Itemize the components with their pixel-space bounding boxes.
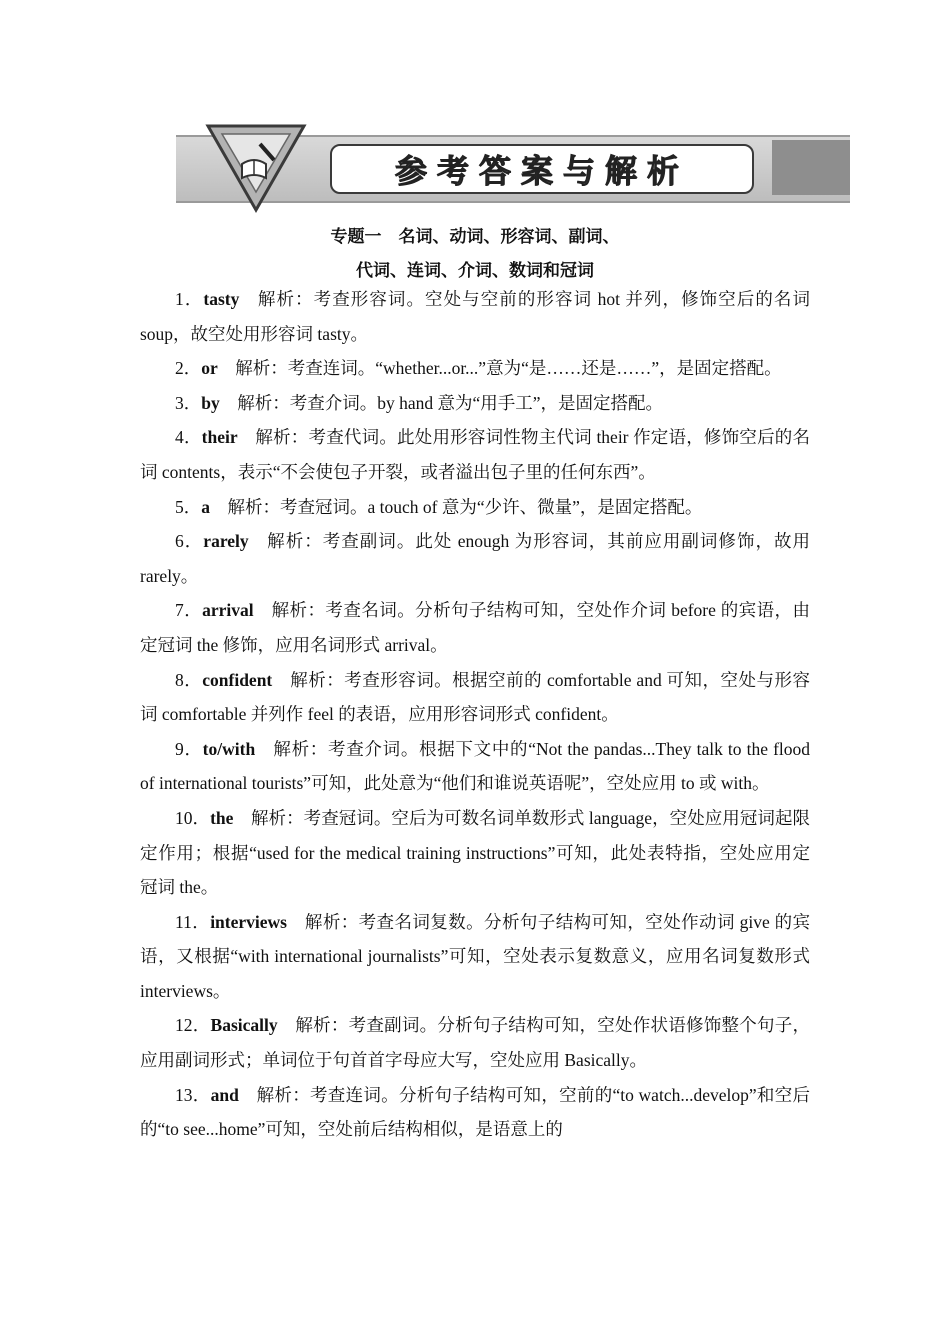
- item-explanation: 解析：考查名词复数。分析句子结构可知，空处作动词 give 的宾语，又根据“with international journalists”可知，空处表示复数意义，应用名词复数形式 interviews。: [140, 911, 810, 1001]
- item-answer: to/with: [202, 738, 256, 759]
- item-number: 11．: [175, 911, 211, 932]
- item-explanation: 解析：考查形容词。空处与空前的形容词 hot 并列，修饰空后的名词 soup，故空处用形容词 tasty。: [140, 289, 810, 344]
- section-heading-line2: 代词、连词、介词、数词和冠词: [356, 261, 594, 281]
- banner-title: 参考答案与解析: [394, 152, 689, 190]
- item-answer: a: [201, 496, 210, 517]
- item-number: 1．: [175, 289, 204, 309]
- answer-item: [140, 1008, 810, 1077]
- answer-item: [140, 282, 810, 351]
- answer-item: [140, 905, 810, 1009]
- section-banner: [176, 120, 850, 215]
- item-number: 13．: [175, 1084, 211, 1105]
- item-number: 3．: [175, 392, 202, 413]
- item-explanation: 解析：考查副词。分析句子结构可知，空处作状语修饰整个句子，应用副词形式；单词位于句首首字母应大写，空处应用 Basically。: [140, 1015, 811, 1071]
- banner-title-box: [330, 144, 754, 194]
- item-number: 5．: [175, 496, 202, 517]
- item-answer: by: [201, 392, 220, 413]
- answer-item: [140, 593, 810, 662]
- answer-item: [140, 663, 810, 732]
- item-number: 10．: [175, 807, 211, 828]
- item-number: 6．: [175, 531, 204, 552]
- answer-item: [140, 386, 810, 421]
- item-explanation: 解析：考查冠词。空后为可数名词单数形式 language，空处应用冠词起限定作用；根据“used for the medical training instructions”可知，此处表特指，空处应用定冠词 the。: [140, 807, 810, 898]
- item-answer: interviews: [210, 911, 287, 932]
- item-explanation: 解析：考查形容词。根据空前的 comfortable and 可知，空处与形容词 comfortable 并列作 feel 的表语，应用形容词形式 confident。: [140, 669, 811, 725]
- item-number: 12．: [175, 1015, 211, 1036]
- item-answer: rarely: [203, 531, 249, 552]
- answer-list: [140, 282, 810, 1147]
- item-explanation: 解析：考查冠词。a touch of 意为“少许、微量”，是固定搭配。: [227, 496, 703, 517]
- item-explanation: 解析：考查副词。此处 enough 为形容词，其前应用副词修饰，故用 rarely。: [140, 531, 811, 586]
- book-pen-icon: [204, 122, 308, 214]
- answer-item: [140, 801, 810, 905]
- item-explanation: 解析：考查连词。“whether...or...”意为“是……还是……”，是固定搭配。: [235, 358, 782, 379]
- item-answer: their: [201, 427, 238, 448]
- section-heading-line1: 专题一 名词、动词、形容词、副词、: [330, 227, 620, 247]
- item-answer: arrival: [202, 600, 254, 621]
- item-number: 7．: [175, 600, 203, 621]
- answer-item: [140, 490, 810, 525]
- item-answer: and: [210, 1084, 239, 1105]
- item-explanation: 解析：考查代词。此处用形容词性物主代词 their 作定语，修饰空后的名词 contents，表示“不会使包子开裂，或者溢出包子里的任何东西”。: [140, 427, 810, 482]
- item-answer: or: [201, 358, 218, 379]
- item-number: 4．: [175, 427, 202, 448]
- answer-item: [140, 524, 810, 593]
- answer-item: [140, 420, 810, 489]
- item-answer: tasty: [203, 289, 240, 309]
- banner-dark-end: [772, 140, 850, 195]
- item-explanation: 解析：考查连词。分析句子结构可知，空前的“to watch...develop”和空后的“to see...home”可知，空处前后结构相似，是语意上的: [140, 1084, 811, 1140]
- item-explanation: 解析：考查名词。分析句子结构可知，空处作介词 before 的宾语，由定冠词 the 修饰，应用名词形式 arrival。: [140, 600, 810, 655]
- item-number: 9．: [175, 738, 203, 759]
- answer-item: [140, 732, 810, 801]
- item-explanation: 解析：考查介词。根据下文中的“Not the pandas...They talk to the flood of international tourists”可知，此处意为“他们和谁说英语呢”，空处应用 to 或 with。: [140, 738, 811, 794]
- item-explanation: 解析：考查介词。by hand 意为“用手工”，是固定搭配。: [237, 392, 664, 413]
- item-number: 8．: [175, 669, 203, 690]
- answer-item: [140, 1078, 810, 1147]
- item-answer: the: [210, 807, 234, 828]
- answer-item: [140, 351, 810, 386]
- item-answer: Basically: [210, 1015, 278, 1036]
- item-answer: confident: [202, 669, 273, 690]
- item-number: 2．: [175, 358, 202, 379]
